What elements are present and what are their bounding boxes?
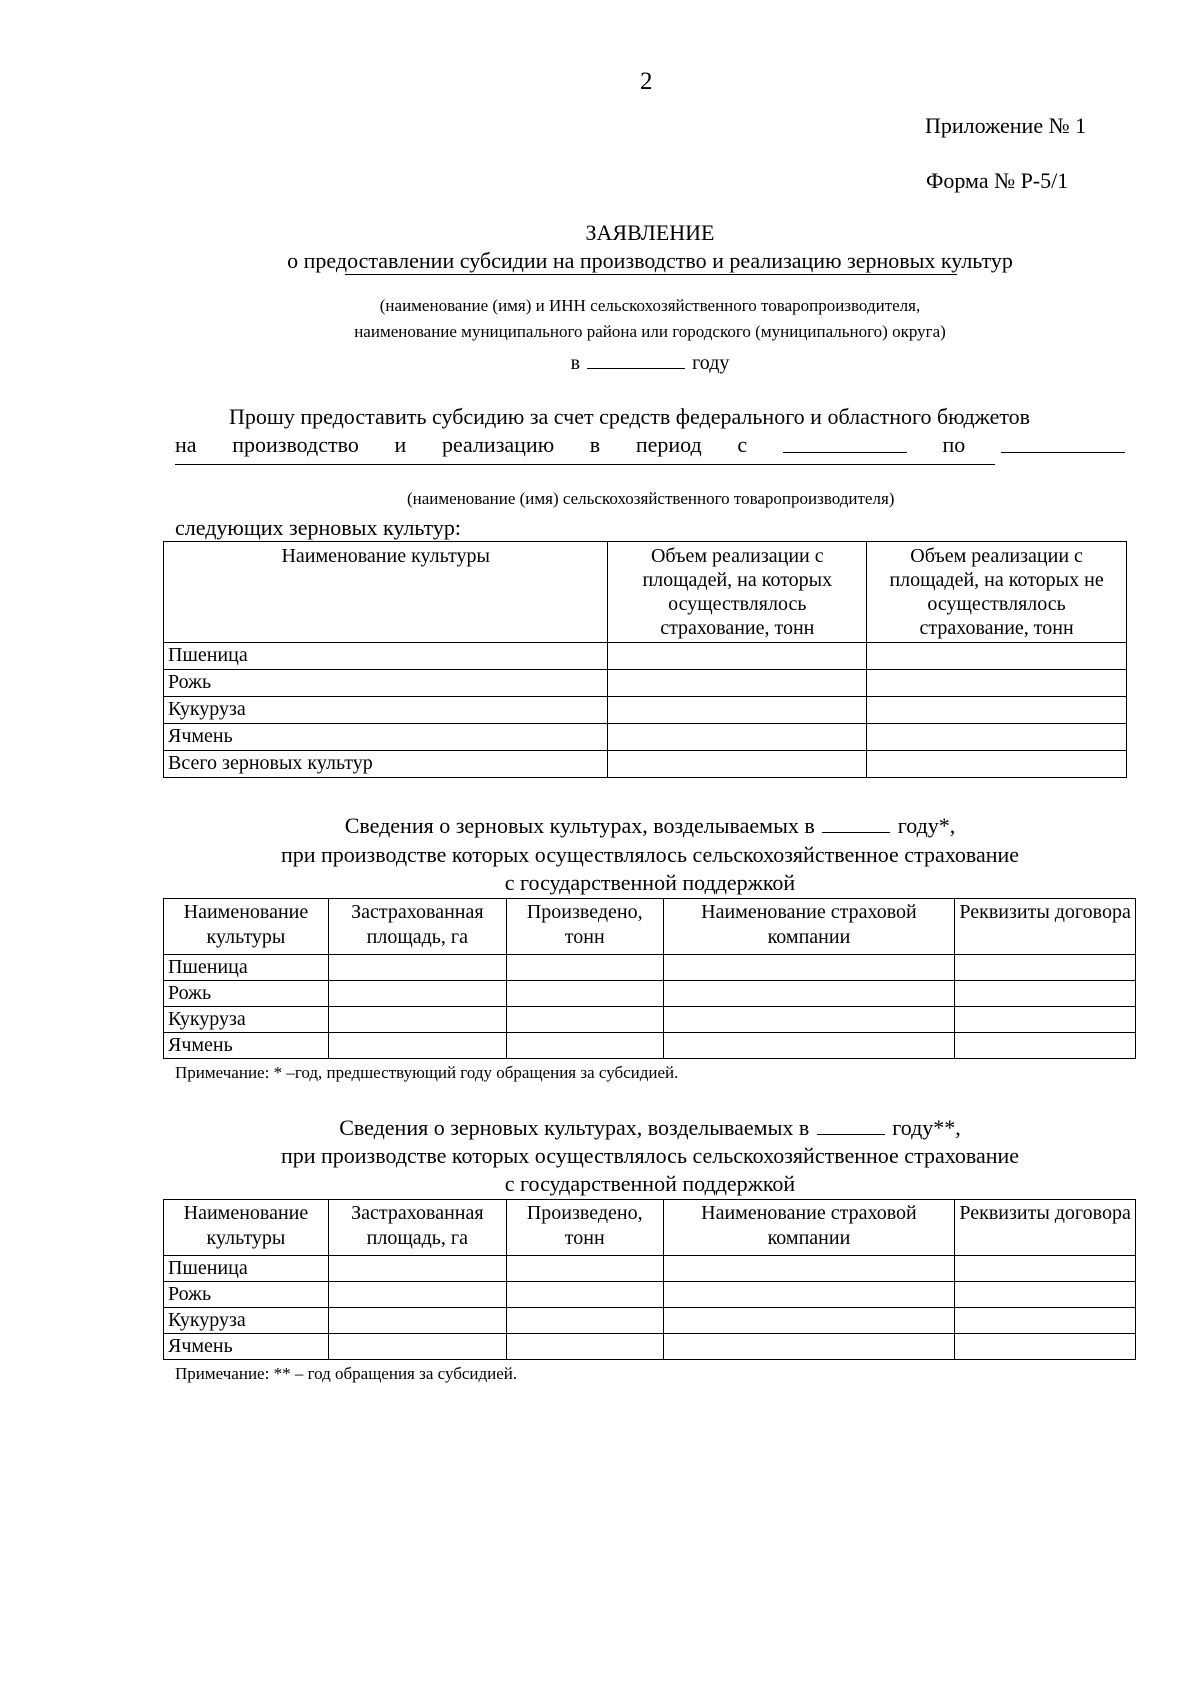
table-header: Наименование страховой компании <box>663 899 955 955</box>
word-period: период <box>635 432 702 457</box>
table-row <box>164 697 1127 724</box>
table-cell[interactable] <box>506 1282 663 1308</box>
section1-note: Примечание: * –год, предшествующий году обращения за субсидией. <box>175 1063 679 1082</box>
insured-crops-table-1 <box>163 898 1136 1059</box>
table-header: Застрахованная площадь, га <box>328 899 506 955</box>
table-header: Произведено, тонн <box>506 899 663 955</box>
table-cell[interactable] <box>955 1308 1136 1334</box>
table-row <box>164 724 1127 751</box>
table-cell[interactable] <box>506 1256 663 1282</box>
table-cell[interactable] <box>955 955 1136 981</box>
year-prefix: в <box>570 352 581 374</box>
year-field[interactable] <box>587 350 685 369</box>
table-cell[interactable] <box>867 643 1127 670</box>
crop-name: Пшеница <box>164 643 608 670</box>
table-cell[interactable] <box>955 1256 1136 1282</box>
table-header: Произведено, тонн <box>506 1200 663 1256</box>
request-line-1: Прошу предоставить субсидию за счет средств федерального и областного бюджетов <box>229 404 1031 429</box>
table-cell[interactable] <box>867 670 1127 697</box>
producer-caption: (наименование (имя) сельскохозяйственного товаропроизводителя) <box>407 489 895 508</box>
page-number: 2 <box>640 68 653 95</box>
table-row <box>164 643 1127 670</box>
section2-heading-suffix: году**, <box>892 1115 961 1140</box>
document-title: ЗАЯВЛЕНИЕ <box>585 220 715 245</box>
section1-year-field[interactable] <box>822 812 890 833</box>
crop-name: Кукуруза <box>164 1007 329 1033</box>
table-cell[interactable] <box>608 670 867 697</box>
crop-name: Ячмень <box>164 1033 329 1059</box>
word-in: в <box>589 432 601 457</box>
table-header: Объем реализации с площадей, на которых не осуществлялось страхование, тонн <box>867 542 1127 643</box>
table-cell[interactable] <box>663 1334 955 1360</box>
word-realization: реализацию <box>441 432 555 457</box>
table-cell[interactable] <box>328 1007 506 1033</box>
table-cell[interactable] <box>506 1308 663 1334</box>
crop-name: Всего зерновых культур <box>164 751 608 778</box>
word-na: на <box>175 432 197 457</box>
year-suffix: году <box>692 352 730 374</box>
table-cell[interactable] <box>663 1033 955 1059</box>
request-line-2 <box>175 432 1125 458</box>
table-row <box>164 981 1136 1007</box>
section1-heading-1 <box>0 812 1200 839</box>
table-header: Наименование культуры <box>164 899 329 955</box>
crop-name: Рожь <box>164 670 608 697</box>
document-subtitle: о предоставлении субсидии на производство и реализацию зерновых культур <box>287 248 1013 273</box>
table-cell[interactable] <box>867 751 1127 778</box>
table-cell[interactable] <box>328 1308 506 1334</box>
table-header-row <box>164 899 1136 955</box>
table-cell[interactable] <box>955 1334 1136 1360</box>
table-cell[interactable] <box>506 955 663 981</box>
section2-year-field[interactable] <box>817 1114 885 1135</box>
crop-name: Рожь <box>164 1282 329 1308</box>
table-row <box>164 1007 1136 1033</box>
section2-heading-3: с государственной поддержкой <box>504 1171 796 1196</box>
section1-heading-2: при производстве которых осуществлялось сельскохозяйственное страхование <box>280 842 1020 867</box>
word-production: производство <box>232 432 359 457</box>
table-header: Наименование культуры <box>164 542 608 643</box>
section1-heading-prefix: Сведения о зерновых культурах, возделываемых в <box>344 813 815 838</box>
table-cell[interactable] <box>328 1334 506 1360</box>
word-and: и <box>394 432 407 457</box>
word-to: по <box>942 432 966 457</box>
table-cell[interactable] <box>955 1033 1136 1059</box>
table-row <box>164 955 1136 981</box>
table-row <box>164 1256 1136 1282</box>
table-row <box>164 1282 1136 1308</box>
table-cell[interactable] <box>506 1007 663 1033</box>
table-cell[interactable] <box>867 697 1127 724</box>
table-cell[interactable] <box>663 1007 955 1033</box>
following-crops-label: следующих зерновых культур: <box>175 515 461 540</box>
table-cell[interactable] <box>663 1308 955 1334</box>
crop-name: Кукуруза <box>164 1308 329 1334</box>
table-header: Наименование страховой компании <box>663 1200 955 1256</box>
table-row <box>164 1308 1136 1334</box>
section2-heading-prefix: Сведения о зерновых культурах, возделываемых в <box>339 1115 810 1140</box>
table-row <box>164 1334 1136 1360</box>
table-cell[interactable] <box>506 981 663 1007</box>
table-header: Наименование культуры <box>164 1200 329 1256</box>
table-cell[interactable] <box>328 955 506 981</box>
insured-crops-table-2 <box>163 1199 1136 1360</box>
table-cell[interactable] <box>608 697 867 724</box>
table-row <box>164 670 1127 697</box>
section2-heading-2: при производстве которых осуществлялось сельскохозяйственное страхование <box>280 1143 1020 1168</box>
period-from-field[interactable] <box>783 432 907 453</box>
section1-heading-suffix: году*, <box>897 813 956 838</box>
table-cell[interactable] <box>608 643 867 670</box>
section2-heading-1 <box>0 1114 1200 1141</box>
table-cell[interactable] <box>328 1033 506 1059</box>
table-cell[interactable] <box>663 1282 955 1308</box>
table-header: Застрахованная площадь, га <box>328 1200 506 1256</box>
crop-sales-table <box>163 541 1127 778</box>
table-header-row <box>164 1200 1136 1256</box>
table-header: Объем реализации с площадей, на которых осуществлялось страхование, тонн <box>608 542 867 643</box>
table-cell[interactable] <box>328 981 506 1007</box>
producer-name-line[interactable] <box>345 274 957 275</box>
table-row <box>164 751 1127 778</box>
table-header-row <box>164 542 1127 643</box>
crop-name: Рожь <box>164 981 329 1007</box>
table-cell[interactable] <box>663 1256 955 1282</box>
year-row <box>0 350 1200 375</box>
table-cell[interactable] <box>608 751 867 778</box>
table-row <box>164 1033 1136 1059</box>
section1-heading-3: с государственной поддержкой <box>504 870 796 895</box>
table-cell[interactable] <box>506 1334 663 1360</box>
table-cell[interactable] <box>328 1282 506 1308</box>
table-header: Реквизиты договора <box>955 1200 1136 1256</box>
producer-line[interactable] <box>175 464 995 465</box>
producer-caption-1: (наименование (имя) и ИНН сельскохозяйственного товаропроизводителя, <box>379 296 921 315</box>
table-cell[interactable] <box>955 1282 1136 1308</box>
table-cell[interactable] <box>955 981 1136 1007</box>
word-from: с <box>737 432 748 457</box>
crop-name: Ячмень <box>164 1334 329 1360</box>
crop-name: Кукуруза <box>164 697 608 724</box>
table-cell[interactable] <box>608 724 867 751</box>
table-cell[interactable] <box>506 1033 663 1059</box>
table-cell[interactable] <box>867 724 1127 751</box>
table-header: Реквизиты договора <box>955 899 1136 955</box>
section2-note: Примечание: ** – год обращения за субсидией. <box>175 1364 518 1383</box>
table-cell[interactable] <box>955 1007 1136 1033</box>
form-number: Форма № Р-5/1 <box>926 168 1069 193</box>
period-to-field[interactable] <box>1001 432 1125 453</box>
crop-name: Пшеница <box>164 955 329 981</box>
table-cell[interactable] <box>328 1256 506 1282</box>
table-cell[interactable] <box>663 981 955 1007</box>
crop-name: Пшеница <box>164 1256 329 1282</box>
table-cell[interactable] <box>663 955 955 981</box>
appendix-label: Приложение № 1 <box>925 113 1087 138</box>
crop-name: Ячмень <box>164 724 608 751</box>
producer-caption-2: наименование муниципального района или городского (муниципального) округа) <box>354 322 946 341</box>
